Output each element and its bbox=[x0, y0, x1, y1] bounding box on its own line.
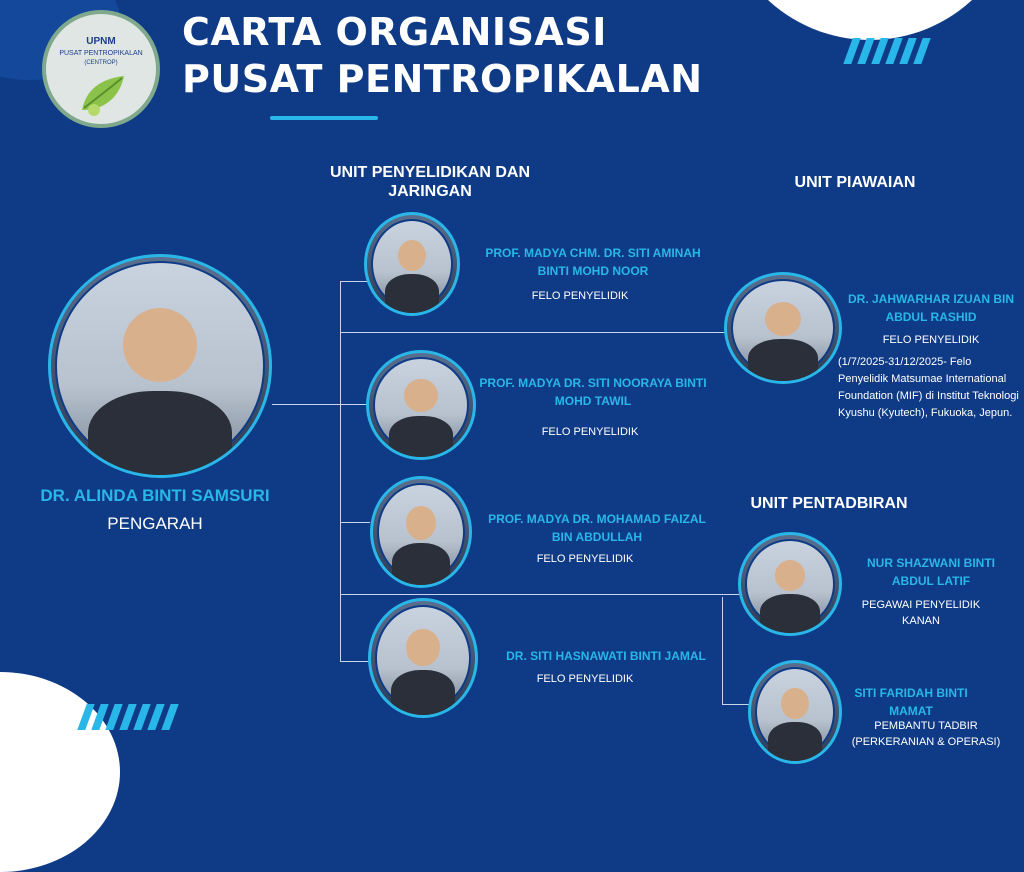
standards-member-1-name: DR. JAHWARHAR IZUAN BIN ABDUL RASHID bbox=[848, 292, 1014, 324]
admin-member-1-name: NUR SHAZWANI BINTI ABDUL LATIF bbox=[867, 556, 995, 588]
standards-member-1-role: FELO PENYELIDIK bbox=[882, 334, 980, 346]
centrop-logo bbox=[42, 10, 160, 128]
admin-member-1-photo bbox=[738, 532, 842, 636]
standards-member-1-note: (1/7/2025-31/12/2025- Felo Penyelidik Matsumae International Foundation (MIF) di Institut Teknologi Kyushu (Kyutech), Fukuoka, Jepun. bbox=[838, 356, 1019, 419]
unit-standards-title: UNIT PIAWAIAN bbox=[794, 174, 916, 191]
decor-stripes-bottom-left bbox=[82, 704, 174, 730]
director-name: DR. ALINDA BINTI SAMSURI bbox=[40, 486, 270, 505]
research-member-2-role: FELO PENYELIDIK bbox=[541, 426, 639, 438]
decor-circle-top-right bbox=[720, 0, 1020, 40]
research-member-2-name: PROF. MADYA DR. SITI NOORAYA BINTI MOHD TAWIL bbox=[479, 376, 707, 408]
research-member-4-name: DR. SITI HASNAWATI BINTI JAMAL bbox=[506, 649, 706, 663]
admin-member-1-role: PEGAWAI PENYELIDIK KANAN bbox=[861, 599, 981, 627]
leaf-icon bbox=[72, 70, 132, 120]
director-photo bbox=[48, 254, 272, 478]
research-member-1-name: PROF. MADYA CHM. DR. SITI AMINAH BINTI MOHD NOOR bbox=[485, 246, 701, 278]
connector-admin bbox=[340, 594, 740, 595]
logo-text-center: PUSAT PENTROPIKALAN bbox=[59, 50, 143, 57]
unit-admin-title: UNIT PENTADBIRAN bbox=[750, 495, 908, 512]
connector-standards bbox=[340, 332, 728, 333]
decor-circle-bottom-left bbox=[0, 672, 120, 872]
page-title-line1: CARTA ORGANISASI bbox=[182, 10, 607, 54]
research-member-4-photo bbox=[368, 598, 478, 718]
admin-member-2-photo bbox=[748, 660, 842, 764]
connector-trunk bbox=[340, 281, 341, 662]
director-role: PENGARAH bbox=[107, 514, 203, 533]
research-member-2-photo bbox=[366, 350, 476, 460]
admin-member-2-name: SITI FARIDAH BINTI MAMAT bbox=[854, 686, 968, 718]
research-member-3-photo bbox=[370, 476, 472, 588]
research-member-3-role: FELO PENYELIDIK bbox=[536, 553, 634, 565]
research-member-1-role: FELO PENYELIDIK bbox=[531, 290, 629, 302]
logo-text-acronym: (CENTROP) bbox=[84, 60, 118, 66]
admin-member-2-role: PEMBANTU TADBIR (PERKERANIAN & OPERASI) bbox=[851, 720, 1001, 748]
research-member-1-photo bbox=[364, 212, 460, 316]
research-member-3-name: PROF. MADYA DR. MOHAMAD FAIZAL BIN ABDULLAH bbox=[488, 512, 706, 544]
page-title-line2: PUSAT PENTROPIKALAN bbox=[182, 57, 703, 101]
standards-member-1-photo bbox=[724, 272, 842, 384]
decor-stripes-top-right bbox=[848, 38, 926, 64]
logo-text-upnm: UPNM bbox=[86, 36, 116, 47]
title-underline bbox=[270, 116, 378, 120]
connector-branch-4 bbox=[340, 661, 370, 662]
connector-branch-1 bbox=[340, 281, 370, 282]
connector-branch-3 bbox=[340, 522, 370, 523]
research-member-4-role: FELO PENYELIDIK bbox=[536, 673, 634, 685]
unit-research-title: UNIT PENYELIDIKAN DAN JARINGAN bbox=[329, 164, 530, 200]
